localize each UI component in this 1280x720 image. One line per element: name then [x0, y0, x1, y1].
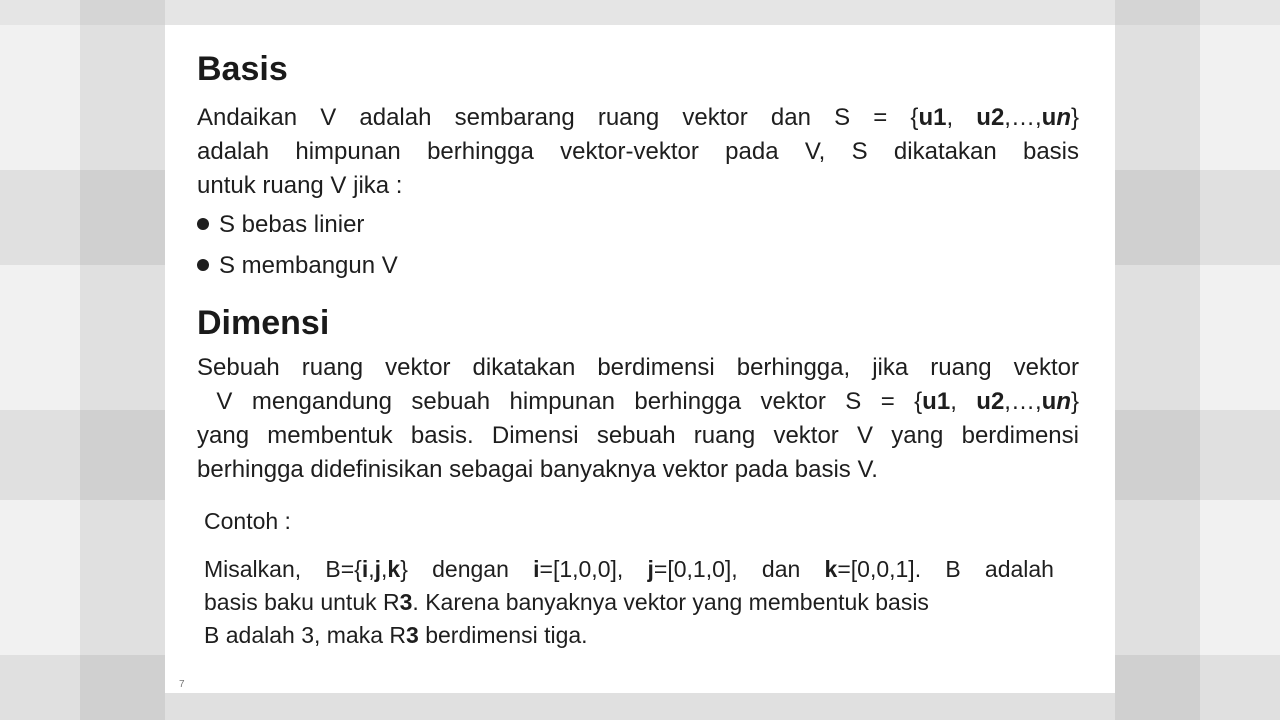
vector-i: i	[361, 556, 369, 582]
text-segment: basis baku untuk R	[204, 589, 400, 615]
text-segment: =[0,1,0], dan	[653, 556, 825, 582]
text-segment: ,…,	[1004, 388, 1042, 415]
text-segment: berdimensi tiga.	[418, 622, 588, 648]
text-segment: =[0,0,1]. B adalah	[837, 556, 1054, 582]
vector-u: u	[1041, 388, 1057, 415]
bullet-text: S bebas linier	[219, 211, 365, 238]
text-segment: ,…,	[1004, 104, 1042, 131]
bullet-item-1	[197, 210, 364, 240]
vector-j: j	[647, 556, 654, 582]
text-segment: =[1,0,0],	[539, 556, 648, 582]
vector-u2: u2	[976, 388, 1005, 415]
dimensi-line-1: Sebuah ruang vektor dikatakan berdimensi berhingga, jika ruang vektor	[197, 354, 1079, 381]
contoh-line-3	[204, 619, 1054, 652]
vector-u1: u1	[918, 104, 947, 131]
basis-definition	[197, 101, 1079, 203]
contoh-line-2	[204, 586, 1054, 619]
contoh-body	[204, 553, 1054, 652]
dimensi-line-4: berhingga didefinisikan sebagai banyaknya vektor pada basis V.	[197, 456, 878, 483]
contoh-label: Contoh :	[204, 508, 291, 534]
exponent-3: 3	[406, 622, 419, 648]
text-segment: } dengan	[400, 556, 534, 582]
basis-definition-line-2: adalah himpunan berhingga vektor-vektor pada V, S dikatakan basis	[197, 138, 1079, 165]
dimensi-line-2	[197, 385, 1079, 419]
basis-definition-line-3: untuk ruang V jika :	[197, 172, 403, 199]
basis-definition-line-1	[197, 101, 1079, 135]
vector-u: u	[1041, 104, 1057, 131]
bullet-text: S membangun V	[219, 252, 398, 279]
text-segment: }	[1070, 388, 1079, 415]
text-segment: ,	[950, 388, 957, 415]
vector-k: k	[387, 556, 401, 582]
vector-u2: u2	[976, 104, 1005, 131]
text-segment: Misalkan, B={	[204, 556, 362, 582]
dimensi-line-3: yang membentuk basis. Dimensi sebuah ruang vektor V yang berdimensi	[197, 422, 1079, 449]
page-number-mark: 7	[179, 679, 185, 690]
bullet-item-2	[197, 251, 398, 281]
text-segment: Andaikan V adalah sembarang ruang vektor dan S = {	[197, 104, 919, 131]
vector-index-n: n	[1056, 388, 1071, 415]
dimensi-definition	[197, 351, 1079, 487]
vector-u1: u1	[922, 388, 951, 415]
exponent-3: 3	[399, 589, 413, 615]
bullet-icon	[197, 259, 209, 271]
heading-dimensi: Dimensi	[197, 304, 330, 342]
text-segment: B adalah 3, maka R	[204, 622, 407, 648]
text-segment: V mengandung sebuah himpunan berhingga vektor S = {	[197, 388, 923, 415]
slide-page	[165, 25, 1115, 693]
contoh-line-1: Misalkan, B={i,j,k} dengan i=[1,0,0], j=[0,1,0], dan k=[0,0,1]. B adalah	[204, 556, 1054, 582]
vector-k: k	[824, 556, 838, 582]
vector-j: j	[374, 556, 382, 582]
bullet-icon	[197, 218, 209, 230]
text-segment: . Karena banyaknya vektor yang membentuk basis	[412, 589, 929, 615]
heading-basis: Basis	[197, 50, 288, 88]
vector-index-n: n	[1056, 104, 1071, 131]
text-segment: }	[1070, 104, 1079, 131]
vector-i: i	[533, 556, 540, 582]
text-segment: ,	[946, 104, 954, 131]
